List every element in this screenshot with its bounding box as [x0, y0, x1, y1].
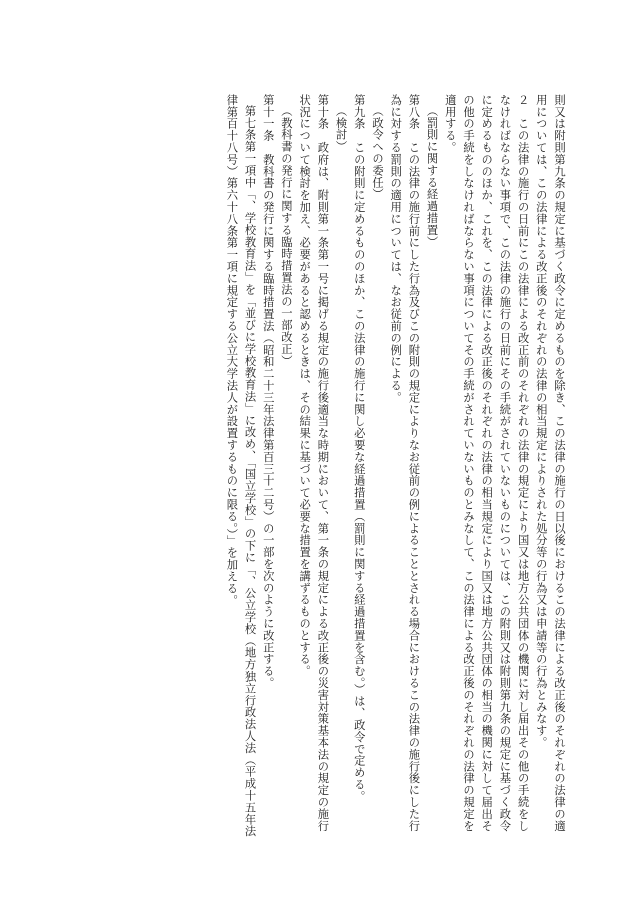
text-line: 適用する。 — [443, 94, 457, 154]
article-8-line: 第八条 この法律の施行前にした行為及びこの附則の規定によりなお従前の例によることとされる場合におけるこの法律の施行後にした行 — [407, 94, 421, 832]
text-line: に定めるもののほか、これを、この法律による改正後のそれぞれの法律の相当規定により国又は地方公共団体の相当の機関に対して届出そ — [480, 94, 494, 832]
article-11-heading: （教科書の発行に関する臨時措置法の一部改正） — [279, 105, 293, 367]
article-10-line: 第十条 政府は、附則第一条第一号に掲げる規定の施行後適当な時期において、第一条の規定による改正後の災害対策基本法の規定の施行 — [316, 94, 330, 832]
article-8-heading: （罰則に関する経過措置） — [425, 105, 439, 248]
article-11-line: 第十一条 教科書の発行に関する臨時措置法（昭和二十三年法律第百三十二号）の一部を次のように改正する。 — [261, 94, 275, 689]
text-line: なければならない事項で、この法律の施行の日前にその手続がされていないものについては、この附則又は附則第九条の規定に基づく政令 — [498, 94, 512, 832]
article-9-heading: （政令への委任） — [370, 105, 384, 201]
vertical-text-column-block — [222, 94, 568, 838]
article-10-heading: （検討） — [334, 105, 348, 153]
text-line: の他の手続をしなければならない事項についてその手続がされていないものとみなして、この法律による改正後のそれぞれの法律の規定を — [461, 94, 475, 832]
text-line: 状況について検討を加え、必要があると認めるときは、その結果に基づいて必要な措置を講ずるものとする。 — [298, 94, 312, 678]
text-line: 為に対する罰則の適用については、なお従前の例による。 — [389, 94, 403, 404]
text-line: 第七条第一項中「、学校教育法」を「並びに学校教育法」に改め、「国立学校」の下に「、公立学校（地方独立行政法人法（平成十五年法 — [243, 105, 257, 838]
text-line: 用については、この法律による改正後のそれぞれの法律の相当規定によりされた処分等の行為又は申請等の行為とみなす。 — [534, 94, 548, 749]
paragraph-2-start-line: ２ この法律の施行の日前にこの法律による改正前のそれぞれの法律の規定により国又は地方公共団体の機関に対し届出その他の手続をし — [516, 94, 530, 832]
text-line: 律第百十八号）第六十八条第一項に規定する公立大学法人が設置するものに限る。）」を加える。 — [225, 94, 239, 607]
article-9-line: 第九条 この附則に定めるもののほか、この法律の施行に関し必要な経過措置（罰則に関する経過措置を含む。）は、政令で定める。 — [352, 94, 366, 803]
text-line: 則又は附則第九条の規定に基づく政令に定めるものを除き、この法律の施行の日以後におけるこの法律による改正後のそれぞれの法律の適 — [553, 94, 566, 832]
